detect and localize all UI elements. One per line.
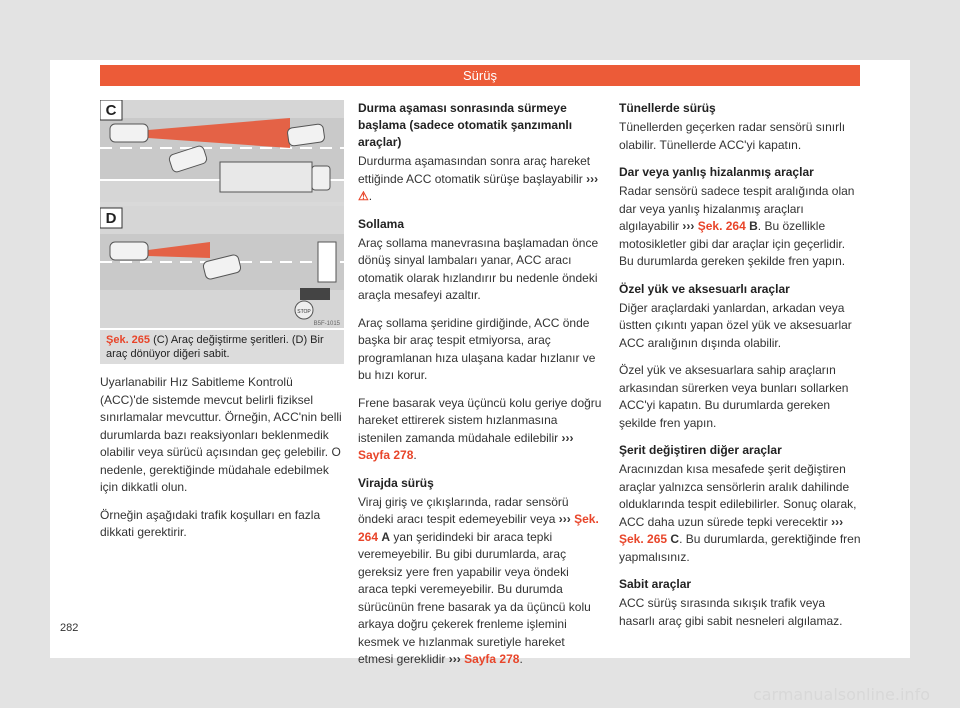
figure-link-letter: A: [381, 529, 391, 544]
heading: Sabit araçlar: [619, 577, 692, 591]
figure-link-letter: C: [670, 532, 680, 546]
figure-265: [100, 100, 344, 328]
panel-label-d: D: [105, 210, 117, 227]
stop-sign-text: STOP: [297, 309, 311, 315]
heading: Özel yük ve aksesuarlı araçlar: [619, 281, 790, 296]
section-header: Sürüş: [100, 65, 860, 86]
page-link[interactable]: Sayfa 278: [464, 652, 520, 666]
figure-caption-text: (C) Araç değiştirme şeritleri. (D) Bir araç dönüyor diğeri sabit.: [106, 334, 324, 360]
column-2: Durma aşaması sonrasında sürmeye başlama (sadece otomatik şanzımanlı araçlar) Durdurma aşamasından sonra araç hareket ettiğinde ACC otomatik sürüşe başlayabilir ››› ⚠. Sollama Araç sollama manevrasına başlamadan önce dönüş sinyal lambaları yanar, ACC aracı otomatik olarak hızlandırır bu nedenle öndeki araçla mesafeyi azaltır. Araç sollama şeridine girdiğinde, ACC önde başka bir araç tespit etmiyorsa, araç programlanan hıza ulaşana kadar hızlanır ve bu hızı korur. Frene basarak veya üçüncü kolu geriye doğru hareket ettirerek sistem hızlanmasına istenilen zamanda müdahale edilebilir ››› Sayfa 278. Virajda sürüş Viraj giriş ve çıkışlarında, radar sensörü öndeki aracı tespit edemeyebilir veya ››› Şek. 264 A yan şeridindeki bir araca tepki veremeyebilir. Bu gibi durumlarda, araç gereksiz yere fren yapabilir veya öndeki araca tepki veremeyebilir. Bu durumda sürücünün frene basarak ya da üçüncü kolu arkaya doğru çekerek frenleme işlemini kesmek ve hızlanmak suretiyle hareket etmesi gereklidir ››› Sayfa 278.: [358, 101, 602, 666]
paragraph: Aracınızdan kısa mesafede şerit değiştiren araçlar yalnızca sensörlerin aralık dahilinde olduklarında tespit edilebilirler. Sonuç olarak, ACC daha uzun sürede tepki verecektir: [619, 462, 857, 529]
heading: Durma aşaması sonrasında sürmeye başlama (sadece otomatik şanzımanlı araçlar): [358, 101, 573, 149]
cross-ref-arrow: ›››: [448, 652, 461, 666]
page-link[interactable]: Sayfa 278: [358, 448, 414, 462]
paragraph: Örneğin aşağıdaki trafik koşulları en fazla dikkati gerektirir.: [100, 507, 321, 539]
column-3: Tünellerde sürüş Tünellerden geçerken radar sensörü sınırlı olabilir. Tünellerde ACC'yi kapatın. Dar veya yanlış hizalanmış araçlar Radar sensörü sadece tespit aralığında olan dar veya yanlış hizalanmış araçları algılayabilir ››› Şek. 264 B. Bu özellikle motosikletler gibi dar araçlar için geçerlidir. Bu durumlarda gereken şekilde fren yapın. Özel yük ve aksesuarlı araçlar Diğer araçlardaki yanlardan, arkadan veya üstten çıkıntı yapan özel yük ve aksesuarlar ACC aralığının dışında olabilir. Özel yük ve aksesuarlara sahip araçların arkasından sürerken veya bunları sollarken ACC'yi kapatın. Bu durumlarda gereken şekilde fren yapın. Şerit değiştiren diğer araçlar Aracınızdan kısa mesafede şerit değiştiren araçlar yalnızca sensörlerin aralık dahilinde olduklarında tespit edilebilirler. Sonuç olarak, ACC daha uzun sürede tepki verecektir ››› Şek. 265 C. Bu durumlarda, gerektiğinde fren yapmalısınız. Sabit araçlar ACC sürüş sırasında sıkışık trafik veya hasarlı araç gibi sabit nesneleri algılamaz.: [619, 100, 861, 640]
paragraph: Özel yük ve aksesuarlara sahip araçların arkasından sürerken veya bunları sollarken ACC'yi kapatın. Bu durumlarda gereken şekilde fren yapın.: [619, 363, 849, 430]
heading: Tünellerde sürüş: [619, 101, 716, 115]
heading: Sollama: [358, 216, 405, 231]
figure-link[interactable]: Şek. 264: [697, 219, 746, 233]
heading: Şerit değiştiren diğer araçlar: [619, 443, 782, 457]
cross-ref-arrow: ›››: [831, 514, 844, 529]
paragraph: Tünellerden geçerken radar sensörü sınırlı olabilir. Tünellerde ACC'yi kapatın.: [619, 120, 846, 152]
paragraph: Bu durumlarda, gerektiğinde fren yapmalısınız.: [619, 532, 861, 564]
paragraph: Viraj giriş ve çıkışlarında, radar sensörü öndeki aracı tespit edemeyebilir veya: [358, 494, 569, 526]
warning-icon: ⚠: [358, 189, 369, 203]
paragraph: Bu özellikle motosikletler gibi dar araçlar için geçerlidir. Bu durumlarda gereken şekilde fren yapın.: [619, 219, 846, 268]
figure-code: B5F-1015: [313, 321, 340, 327]
paragraph: Araç sollama şeridine girdiğinde, ACC önde başka bir araç tespit etmiyorsa, araç programlanan hıza ulaşana kadar hızlanır ve bu hızı korur.: [358, 315, 596, 382]
paragraph: ACC sürüş sırasında sıkışık trafik veya hasarlı araç gibi sabit nesneleri algılamaz.: [619, 596, 843, 628]
figure-illustration: [100, 100, 344, 328]
cross-ref-arrow: ›››: [561, 430, 574, 445]
paragraph: Uyarlanabilir Hız Sabitleme Kontrolü (ACC)'de sistemde mevcut belirli fiziksel sınırlamalar mevcuttur. Örneğin, ACC'nin belli durumlarda bazı reaksiyonları beklenmedik olabilir veya sürücü açısından geç gelebilir. O nedenle, gerektiğinde müdahale edebilmek için dikkatli olun.: [100, 375, 342, 494]
cross-ref-arrow: ›››: [586, 171, 599, 186]
page-number: 282: [60, 622, 79, 634]
panel-label-c: C: [105, 102, 117, 119]
figure-link[interactable]: Şek. 265: [619, 532, 668, 546]
column-1: [100, 374, 344, 552]
paragraph: Radar sensörü sadece tespit aralığında olan dar veya yanlış hizalanmış araçları algılayabilir: [619, 184, 855, 233]
figure-ref: Şek. 265: [106, 334, 151, 346]
watermark: carmanualsonline.info: [752, 685, 930, 704]
cross-ref-arrow: ›››: [558, 512, 571, 526]
paragraph: Araç sollama manevrasına başlamadan önce dönüş sinyal lambaları yanar, ACC aracı otomatik olarak hızlandırır bu nedenle öndeki araçla mesafeyi azaltır.: [358, 235, 599, 302]
cross-ref-arrow: ›››: [682, 219, 695, 233]
heading: Dar veya yanlış hizalanmış araçlar: [619, 165, 814, 179]
figure-caption: [100, 330, 344, 364]
figure-link[interactable]: Şek. 264: [358, 512, 599, 544]
figure-link-letter: B: [749, 219, 758, 233]
paragraph: Diğer araçlardaki yanlardan, arkadan veya üstten çıkıntı yapan özel yük ve aksesuarlar ACC aralığının dışında olabilir.: [619, 300, 852, 350]
heading: Virajda sürüş: [358, 475, 434, 490]
paragraph: yan şeridindeki bir araca tepki veremeyebilir. Bu gibi durumlarda, araç gereksiz yere fren yapabilir veya öndeki araca tepki veremeyebilir. Bu durumda sürücünün frene basarak ya da üçüncü kolu arkaya doğru çekerek frenleme işlemini kesmek ve hızlanmak suretiyle hareket etmesi gereklidir: [358, 529, 591, 666]
paragraph: Frene basarak veya üçüncü kolu geriye doğru hareket ettirerek sistem hızlanmasına istenilen zamanda müdahale edilebilir: [358, 395, 602, 445]
paragraph: Durdurma aşamasından sonra araç hareket ettiğinde ACC otomatik sürüşe başlayabilir: [358, 154, 591, 186]
